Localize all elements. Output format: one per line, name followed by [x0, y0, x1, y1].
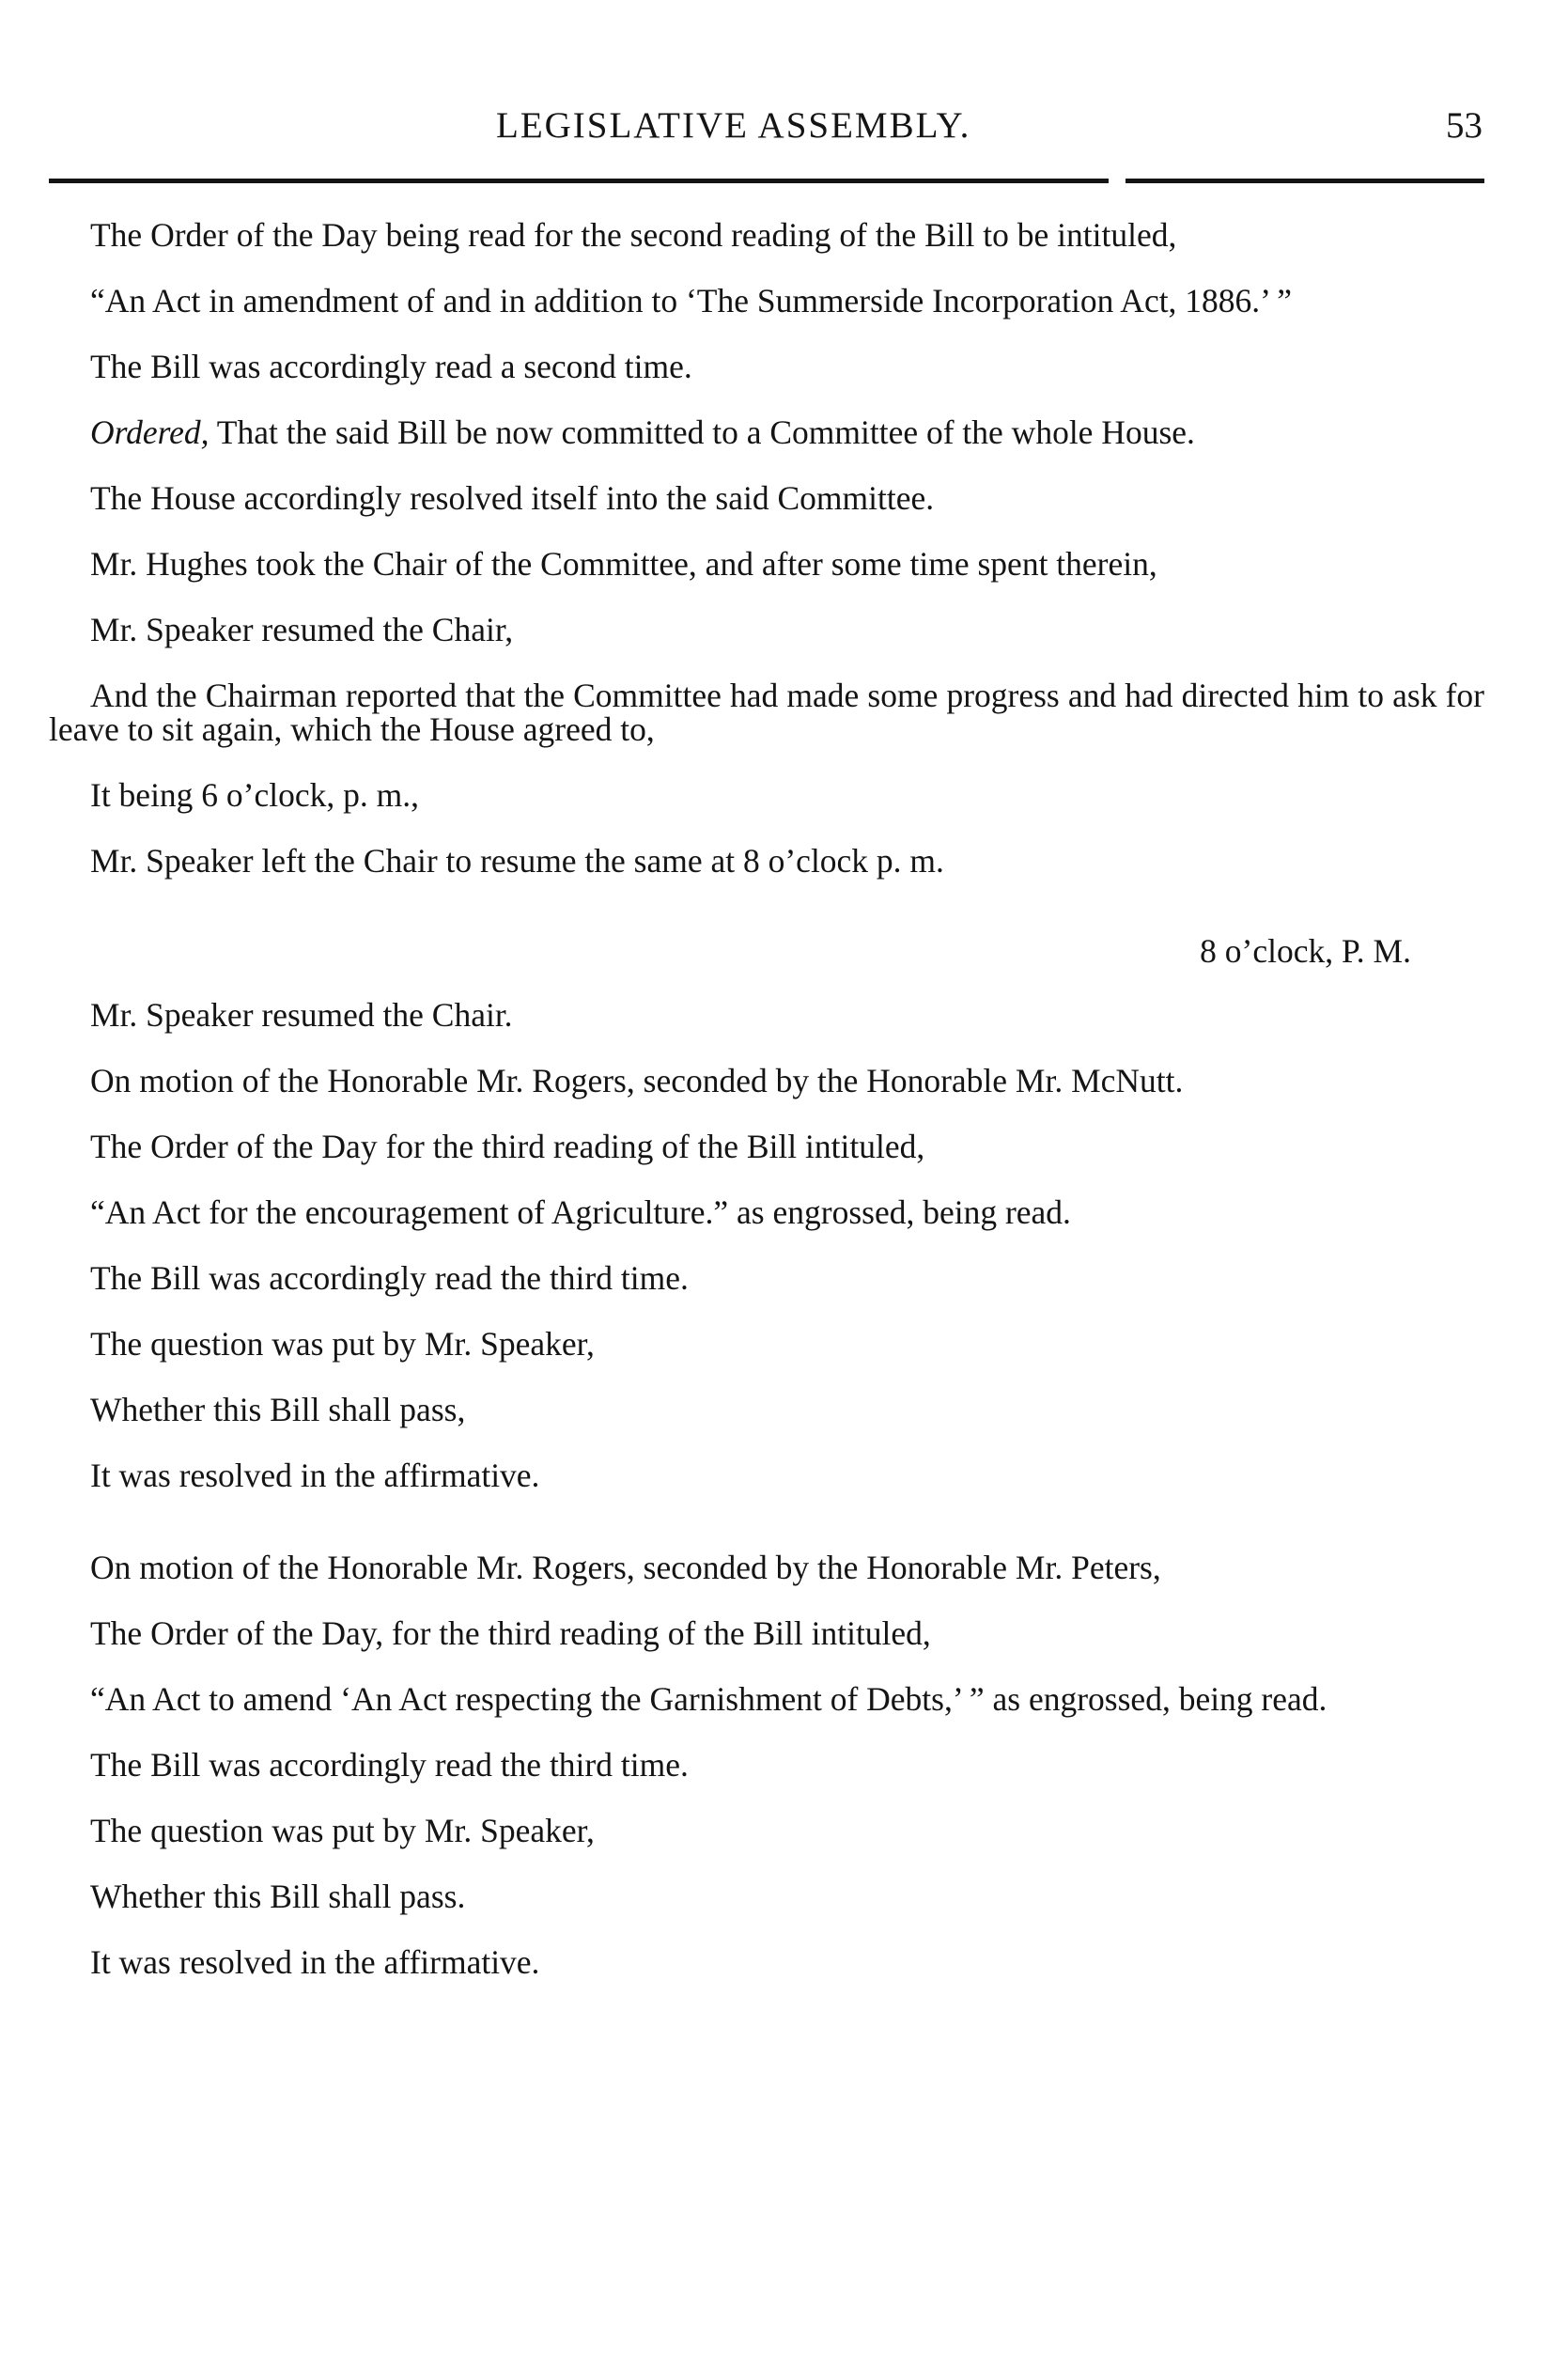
paragraph-ordered [49, 415, 1484, 449]
paragraph: Whether this Bill shall pass. [90, 1878, 466, 1915]
running-title: LEGISLATIVE ASSEMBLY. [496, 105, 971, 146]
body-text [49, 218, 1484, 2011]
page-header [49, 98, 1484, 154]
paragraph: Mr. Speaker left the Chair to resume the same at 8 o’clock p. m. [90, 842, 944, 880]
paragraph: “An Act in amendment of and in addition to ‘The Summerside Incorporation Act, 1886.’ ” [90, 282, 1293, 320]
header-rule-gap [1109, 177, 1126, 185]
paragraph: The Order of the Day, for the third reading of the Bill intituled, [90, 1614, 931, 1652]
paragraph: Mr. Speaker resumed the Chair, [90, 611, 514, 648]
paragraph: Mr. Speaker resumed the Chair. [90, 996, 513, 1034]
paragraph: It was resolved in the affirmative. [90, 1457, 540, 1494]
paragraph: The Bill was accordingly read the third time. [90, 1746, 689, 1784]
paragraph: The Bill was accordingly read the third time. [90, 1259, 689, 1297]
paragraph: It being 6 o’clock, p. m., [90, 776, 419, 814]
paragraph: The question was put by Mr. Speaker, [90, 1325, 595, 1363]
header-rule [49, 179, 1484, 183]
paragraph: The Order of the Day for the third reading of the Bill intituled, [90, 1128, 925, 1165]
paragraph: On motion of the Honorable Mr. Rogers, seconded by the Honorable Mr. McNutt. [90, 1062, 1184, 1099]
paragraph: Whether this Bill shall pass, [90, 1391, 466, 1428]
time-heading: 8 o’clock, P. M. [1200, 932, 1411, 970]
paragraph: The House accordingly resolved itself into the said Committee. [90, 479, 935, 517]
page-number: 53 [1446, 105, 1483, 146]
ordered-text: That the said Bill be now committed to a Committee of the whole House. [209, 413, 1195, 451]
paragraph: “An Act to amend ‘An Act respecting the Garnishment of Debts,’ ” as engrossed, being read. [90, 1680, 1327, 1718]
paragraph: The question was put by Mr. Speaker, [90, 1812, 595, 1849]
paragraph: The Bill was accordingly read a second time. [90, 348, 692, 385]
paragraph: It was resolved in the affirmative. [90, 1943, 540, 1981]
paragraph: “An Act for the encouragement of Agriculture.” as engrossed, being read. [90, 1193, 1071, 1231]
paragraph: And the Chairman reported that the Committee had made some progress and had directed him to ask for leave to sit again, which the House agreed to, [49, 677, 1484, 748]
ordered-lead: Ordered, [90, 413, 210, 451]
paragraph: On motion of the Honorable Mr. Rogers, seconded by the Honorable Mr. Peters, [90, 1549, 1161, 1586]
paragraph: The Order of the Day being read for the second reading of the Bill to be intituled, [90, 216, 1177, 254]
paragraph: Mr. Hughes took the Chair of the Committee, and after some time spent therein, [90, 545, 1157, 583]
